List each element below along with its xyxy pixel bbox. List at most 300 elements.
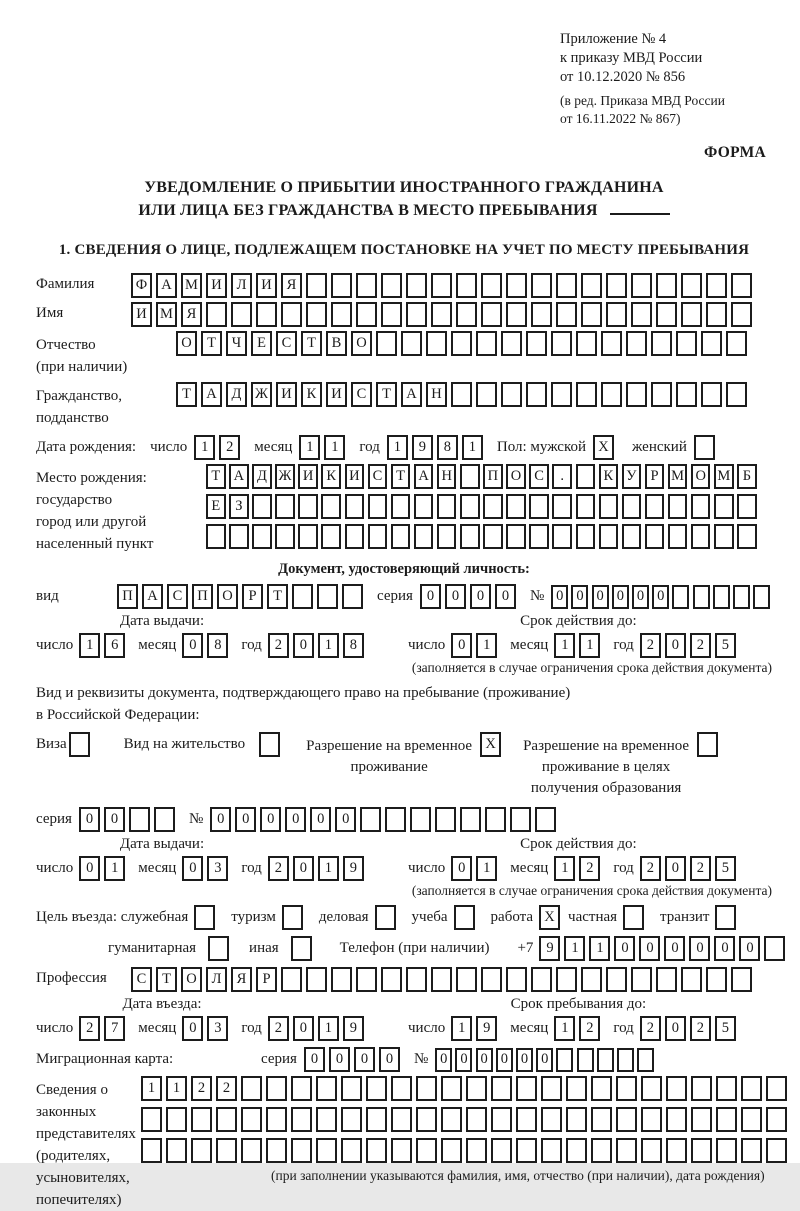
char-cell[interactable]: 0 (293, 1016, 314, 1041)
char-cell[interactable] (706, 302, 727, 327)
char-cell[interactable] (637, 1048, 654, 1072)
char-cell[interactable] (631, 273, 652, 298)
char-cell[interactable] (714, 494, 734, 519)
char-cell[interactable] (491, 1107, 512, 1132)
char-cell[interactable] (766, 1138, 787, 1163)
char-cell[interactable]: 0 (536, 1048, 553, 1072)
char-cell[interactable] (668, 524, 688, 549)
char-cell[interactable] (356, 302, 377, 327)
char-cell[interactable] (577, 1048, 594, 1072)
char-cell[interactable]: 0 (652, 585, 669, 609)
char-cell[interactable] (741, 1138, 762, 1163)
char-cell[interactable]: 2 (216, 1076, 237, 1101)
char-cell[interactable] (317, 584, 338, 609)
char-cell[interactable] (576, 331, 597, 356)
char-cell[interactable] (526, 382, 547, 407)
char-cell[interactable]: И (131, 302, 152, 327)
char-cell[interactable] (552, 494, 572, 519)
char-cell[interactable] (191, 1107, 212, 1132)
char-cell[interactable] (731, 967, 752, 992)
char-cell[interactable] (701, 331, 722, 356)
char-cell[interactable] (616, 1107, 637, 1132)
char-cell[interactable]: 0 (665, 1016, 686, 1041)
char-cell[interactable] (693, 585, 710, 609)
char-cell[interactable]: 2 (690, 1016, 711, 1041)
char-cell[interactable] (672, 585, 689, 609)
char-cell[interactable] (460, 807, 481, 832)
char-cell[interactable]: О (181, 967, 202, 992)
char-cell[interactable] (668, 494, 688, 519)
char-cell[interactable] (731, 302, 752, 327)
char-cell[interactable]: А (201, 382, 222, 407)
char-cell[interactable] (306, 967, 327, 992)
char-cell[interactable] (516, 1138, 537, 1163)
char-cell[interactable]: 3 (207, 1016, 228, 1041)
char-cell[interactable]: 1 (462, 435, 483, 460)
char-cell[interactable] (676, 331, 697, 356)
char-cell[interactable] (454, 905, 475, 930)
char-cell[interactable]: 1 (589, 936, 610, 961)
char-cell[interactable]: 0 (551, 585, 568, 609)
char-cell[interactable] (306, 302, 327, 327)
char-cell[interactable]: И (345, 464, 365, 489)
char-cell[interactable] (431, 967, 452, 992)
char-cell[interactable] (599, 524, 619, 549)
char-cell[interactable] (622, 494, 642, 519)
char-cell[interactable] (345, 494, 365, 519)
char-cell[interactable] (591, 1076, 612, 1101)
char-cell[interactable] (266, 1076, 287, 1101)
char-cell[interactable]: 1 (324, 435, 345, 460)
char-cell[interactable] (345, 524, 365, 549)
char-cell[interactable] (691, 1138, 712, 1163)
char-cell[interactable]: 1 (451, 1016, 472, 1041)
char-cell[interactable] (491, 1076, 512, 1101)
char-cell[interactable] (766, 1076, 787, 1101)
char-cell[interactable] (566, 1138, 587, 1163)
char-cell[interactable] (460, 494, 480, 519)
char-cell[interactable] (166, 1138, 187, 1163)
char-cell[interactable] (616, 1138, 637, 1163)
char-cell[interactable]: 0 (614, 936, 635, 961)
char-cell[interactable]: Е (206, 494, 226, 519)
char-cell[interactable] (676, 382, 697, 407)
char-cell[interactable] (401, 331, 422, 356)
char-cell[interactable] (631, 302, 652, 327)
char-cell[interactable] (360, 807, 381, 832)
char-cell[interactable] (366, 1138, 387, 1163)
char-cell[interactable] (641, 1107, 662, 1132)
char-cell[interactable] (437, 494, 457, 519)
char-cell[interactable] (491, 1138, 512, 1163)
char-cell[interactable] (741, 1107, 762, 1132)
char-cell[interactable]: Р (645, 464, 665, 489)
char-cell[interactable] (216, 1107, 237, 1132)
char-cell[interactable] (506, 273, 527, 298)
char-cell[interactable] (531, 967, 552, 992)
char-cell[interactable] (606, 967, 627, 992)
char-cell[interactable]: 0 (304, 1047, 325, 1072)
char-cell[interactable] (737, 494, 757, 519)
char-cell[interactable] (466, 1107, 487, 1132)
char-cell[interactable]: 3 (207, 856, 228, 881)
char-cell[interactable] (626, 382, 647, 407)
char-cell[interactable]: 1 (166, 1076, 187, 1101)
char-cell[interactable]: 0 (310, 807, 331, 832)
char-cell[interactable] (529, 494, 549, 519)
char-cell[interactable] (481, 967, 502, 992)
char-cell[interactable] (556, 967, 577, 992)
char-cell[interactable] (331, 273, 352, 298)
char-cell[interactable] (485, 807, 506, 832)
char-cell[interactable] (651, 331, 672, 356)
char-cell[interactable]: 2 (640, 1016, 661, 1041)
char-cell[interactable] (341, 1138, 362, 1163)
char-cell[interactable]: Д (252, 464, 272, 489)
char-cell[interactable] (241, 1076, 262, 1101)
char-cell[interactable] (706, 273, 727, 298)
char-cell[interactable] (414, 494, 434, 519)
char-cell[interactable] (426, 331, 447, 356)
char-cell[interactable] (641, 1138, 662, 1163)
char-cell[interactable]: . (552, 464, 572, 489)
char-cell[interactable]: Т (376, 382, 397, 407)
char-cell[interactable] (516, 1107, 537, 1132)
char-cell[interactable]: X (539, 905, 560, 930)
char-cell[interactable] (316, 1138, 337, 1163)
char-cell[interactable]: О (351, 331, 372, 356)
char-cell[interactable]: Б (737, 464, 757, 489)
char-cell[interactable]: 0 (260, 807, 281, 832)
char-cell[interactable]: 1 (554, 633, 575, 658)
char-cell[interactable]: 0 (293, 633, 314, 658)
char-cell[interactable] (641, 1076, 662, 1101)
char-cell[interactable] (381, 302, 402, 327)
char-cell[interactable]: 5 (715, 856, 736, 881)
char-cell[interactable]: К (321, 464, 341, 489)
char-cell[interactable] (208, 936, 229, 961)
char-cell[interactable] (556, 273, 577, 298)
char-cell[interactable]: Я (231, 967, 252, 992)
char-cell[interactable]: 1 (299, 435, 320, 460)
char-cell[interactable] (259, 732, 280, 757)
char-cell[interactable] (231, 302, 252, 327)
char-cell[interactable] (713, 585, 730, 609)
char-cell[interactable] (416, 1076, 437, 1101)
char-cell[interactable] (416, 1107, 437, 1132)
char-cell[interactable]: 0 (210, 807, 231, 832)
char-cell[interactable]: 1 (579, 633, 600, 658)
char-cell[interactable]: М (156, 302, 177, 327)
char-cell[interactable] (681, 273, 702, 298)
char-cell[interactable] (391, 1076, 412, 1101)
char-cell[interactable] (706, 967, 727, 992)
char-cell[interactable] (506, 524, 526, 549)
char-cell[interactable]: А (156, 273, 177, 298)
char-cell[interactable]: 0 (592, 585, 609, 609)
char-cell[interactable] (556, 1048, 573, 1072)
char-cell[interactable] (437, 524, 457, 549)
char-cell[interactable] (715, 905, 736, 930)
char-cell[interactable]: Т (301, 331, 322, 356)
char-cell[interactable]: И (298, 464, 318, 489)
char-cell[interactable]: 0 (639, 936, 660, 961)
char-cell[interactable]: 2 (191, 1076, 212, 1101)
char-cell[interactable] (410, 807, 431, 832)
char-cell[interactable]: 0 (182, 856, 203, 881)
char-cell[interactable] (516, 1076, 537, 1101)
char-cell[interactable] (321, 524, 341, 549)
char-cell[interactable] (291, 1076, 312, 1101)
char-cell[interactable]: А (414, 464, 434, 489)
char-cell[interactable] (701, 382, 722, 407)
char-cell[interactable] (406, 967, 427, 992)
char-cell[interactable]: 0 (354, 1047, 375, 1072)
char-cell[interactable]: 0 (335, 807, 356, 832)
char-cell[interactable] (241, 1138, 262, 1163)
char-cell[interactable]: Л (206, 967, 227, 992)
char-cell[interactable]: 0 (689, 936, 710, 961)
char-cell[interactable] (431, 302, 452, 327)
char-cell[interactable]: 1 (554, 856, 575, 881)
char-cell[interactable]: 0 (420, 584, 441, 609)
char-cell[interactable] (581, 273, 602, 298)
char-cell[interactable]: 9 (343, 1016, 364, 1041)
char-cell[interactable] (576, 382, 597, 407)
char-cell[interactable] (391, 1138, 412, 1163)
char-cell[interactable]: 2 (268, 633, 289, 658)
char-cell[interactable]: Ж (275, 464, 295, 489)
char-cell[interactable]: 0 (495, 584, 516, 609)
char-cell[interactable]: 0 (664, 936, 685, 961)
char-cell[interactable]: 1 (476, 856, 497, 881)
char-cell[interactable] (656, 967, 677, 992)
char-cell[interactable] (623, 905, 644, 930)
char-cell[interactable] (753, 585, 770, 609)
char-cell[interactable] (266, 1138, 287, 1163)
char-cell[interactable] (406, 302, 427, 327)
char-cell[interactable] (691, 494, 711, 519)
char-cell[interactable]: 6 (104, 633, 125, 658)
char-cell[interactable] (266, 1107, 287, 1132)
char-cell[interactable] (206, 524, 226, 549)
char-cell[interactable]: 0 (632, 585, 649, 609)
char-cell[interactable] (656, 302, 677, 327)
char-cell[interactable] (556, 302, 577, 327)
char-cell[interactable] (241, 1107, 262, 1132)
char-cell[interactable] (291, 936, 312, 961)
char-cell[interactable] (566, 1076, 587, 1101)
char-cell[interactable] (476, 331, 497, 356)
char-cell[interactable]: 0 (739, 936, 760, 961)
char-cell[interactable] (656, 273, 677, 298)
char-cell[interactable]: П (192, 584, 213, 609)
char-cell[interactable] (681, 967, 702, 992)
char-cell[interactable] (551, 331, 572, 356)
char-cell[interactable] (292, 584, 313, 609)
char-cell[interactable]: 9 (539, 936, 560, 961)
char-cell[interactable] (291, 1138, 312, 1163)
char-cell[interactable]: 2 (79, 1016, 100, 1041)
char-cell[interactable]: 8 (343, 633, 364, 658)
char-cell[interactable] (576, 464, 596, 489)
char-cell[interactable] (541, 1107, 562, 1132)
char-cell[interactable]: 0 (476, 1048, 493, 1072)
char-cell[interactable]: 1 (564, 936, 585, 961)
char-cell[interactable]: 0 (665, 856, 686, 881)
char-cell[interactable] (691, 1076, 712, 1101)
char-cell[interactable] (691, 1107, 712, 1132)
char-cell[interactable]: О (176, 331, 197, 356)
char-cell[interactable]: Л (231, 273, 252, 298)
char-cell[interactable] (506, 302, 527, 327)
char-cell[interactable]: Д (226, 382, 247, 407)
char-cell[interactable]: С (368, 464, 388, 489)
char-cell[interactable] (321, 494, 341, 519)
char-cell[interactable] (529, 524, 549, 549)
char-cell[interactable]: 0 (451, 856, 472, 881)
char-cell[interactable]: А (142, 584, 163, 609)
char-cell[interactable] (714, 524, 734, 549)
char-cell[interactable] (606, 302, 627, 327)
char-cell[interactable] (591, 1138, 612, 1163)
char-cell[interactable]: 1 (387, 435, 408, 460)
char-cell[interactable]: 0 (714, 936, 735, 961)
char-cell[interactable]: И (206, 273, 227, 298)
char-cell[interactable]: 1 (318, 856, 339, 881)
char-cell[interactable] (391, 1107, 412, 1132)
char-cell[interactable] (716, 1107, 737, 1132)
char-cell[interactable] (341, 1107, 362, 1132)
char-cell[interactable] (526, 331, 547, 356)
char-cell[interactable] (666, 1076, 687, 1101)
char-cell[interactable] (385, 807, 406, 832)
char-cell[interactable]: 2 (579, 856, 600, 881)
char-cell[interactable]: О (506, 464, 526, 489)
char-cell[interactable] (666, 1138, 687, 1163)
char-cell[interactable]: Р (242, 584, 263, 609)
char-cell[interactable] (281, 967, 302, 992)
char-cell[interactable]: 1 (141, 1076, 162, 1101)
char-cell[interactable] (414, 524, 434, 549)
char-cell[interactable] (331, 967, 352, 992)
char-cell[interactable] (129, 807, 150, 832)
char-cell[interactable] (599, 494, 619, 519)
char-cell[interactable]: X (593, 435, 614, 460)
char-cell[interactable] (376, 331, 397, 356)
char-cell[interactable]: С (131, 967, 152, 992)
char-cell[interactable]: 2 (579, 1016, 600, 1041)
char-cell[interactable]: X (480, 732, 501, 757)
char-cell[interactable] (342, 584, 363, 609)
char-cell[interactable] (298, 524, 318, 549)
char-cell[interactable]: Т (176, 382, 197, 407)
char-cell[interactable]: С (167, 584, 188, 609)
char-cell[interactable]: 0 (571, 585, 588, 609)
char-cell[interactable] (626, 331, 647, 356)
char-cell[interactable] (651, 382, 672, 407)
char-cell[interactable] (481, 302, 502, 327)
char-cell[interactable] (154, 807, 175, 832)
char-cell[interactable]: 9 (343, 856, 364, 881)
char-cell[interactable] (541, 1138, 562, 1163)
char-cell[interactable] (166, 1107, 187, 1132)
char-cell[interactable] (141, 1107, 162, 1132)
char-cell[interactable] (69, 732, 90, 757)
char-cell[interactable] (541, 1076, 562, 1101)
char-cell[interactable]: У (622, 464, 642, 489)
char-cell[interactable]: Е (251, 331, 272, 356)
char-cell[interactable] (456, 302, 477, 327)
char-cell[interactable] (391, 494, 411, 519)
char-cell[interactable]: 0 (612, 585, 629, 609)
char-cell[interactable] (391, 524, 411, 549)
char-cell[interactable]: А (401, 382, 422, 407)
char-cell[interactable]: 1 (79, 633, 100, 658)
char-cell[interactable]: 2 (268, 856, 289, 881)
char-cell[interactable] (617, 1048, 634, 1072)
char-cell[interactable] (506, 494, 526, 519)
char-cell[interactable] (441, 1076, 462, 1101)
char-cell[interactable]: М (668, 464, 688, 489)
char-cell[interactable] (506, 967, 527, 992)
char-cell[interactable] (483, 494, 503, 519)
char-cell[interactable] (298, 494, 318, 519)
char-cell[interactable] (716, 1138, 737, 1163)
char-cell[interactable]: М (181, 273, 202, 298)
char-cell[interactable] (306, 273, 327, 298)
char-cell[interactable]: 0 (665, 633, 686, 658)
char-cell[interactable] (256, 302, 277, 327)
char-cell[interactable]: 2 (690, 633, 711, 658)
char-cell[interactable] (229, 524, 249, 549)
char-cell[interactable] (726, 382, 747, 407)
char-cell[interactable] (441, 1138, 462, 1163)
char-cell[interactable] (460, 524, 480, 549)
char-cell[interactable]: М (714, 464, 734, 489)
char-cell[interactable] (616, 1076, 637, 1101)
char-cell[interactable]: 1 (194, 435, 215, 460)
char-cell[interactable]: Н (437, 464, 457, 489)
char-cell[interactable] (581, 967, 602, 992)
char-cell[interactable]: 0 (516, 1048, 533, 1072)
char-cell[interactable] (381, 273, 402, 298)
char-cell[interactable] (406, 273, 427, 298)
char-cell[interactable] (331, 302, 352, 327)
char-cell[interactable]: Т (267, 584, 288, 609)
char-cell[interactable] (316, 1107, 337, 1132)
char-cell[interactable]: П (483, 464, 503, 489)
char-cell[interactable]: И (276, 382, 297, 407)
char-cell[interactable] (451, 331, 472, 356)
char-cell[interactable]: Я (181, 302, 202, 327)
char-cell[interactable]: 1 (318, 633, 339, 658)
char-cell[interactable]: Т (201, 331, 222, 356)
char-cell[interactable]: Я (281, 273, 302, 298)
char-cell[interactable] (606, 273, 627, 298)
char-cell[interactable] (581, 302, 602, 327)
char-cell[interactable] (460, 464, 480, 489)
char-cell[interactable]: 2 (268, 1016, 289, 1041)
char-cell[interactable] (456, 273, 477, 298)
char-cell[interactable]: 5 (715, 1016, 736, 1041)
char-cell[interactable] (416, 1138, 437, 1163)
char-cell[interactable] (591, 1107, 612, 1132)
char-cell[interactable]: Ж (251, 382, 272, 407)
char-cell[interactable]: 0 (435, 1048, 452, 1072)
char-cell[interactable] (366, 1107, 387, 1132)
char-cell[interactable]: 0 (496, 1048, 513, 1072)
